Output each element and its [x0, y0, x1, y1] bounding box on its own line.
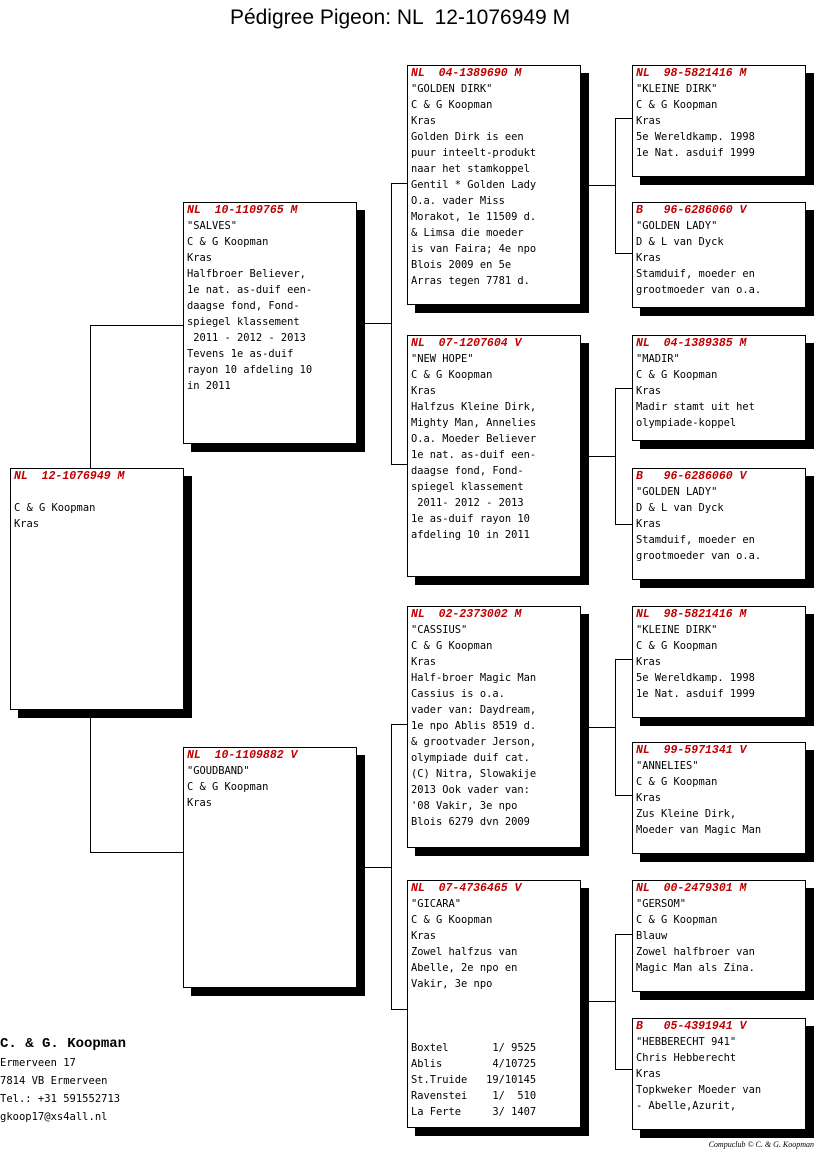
pigeon-detail-line: Chris Hebberecht	[636, 1052, 737, 1064]
pigeon-detail-line: Stamduif, moeder en	[636, 534, 755, 546]
pigeon-detail-line: Kras	[636, 115, 662, 127]
pigeon-detail-line: Zowel halfzus van	[411, 946, 518, 958]
connector-line	[615, 934, 632, 935]
pigeon-card-dsd[interactable]	[632, 742, 806, 854]
connector-line	[581, 456, 616, 457]
pigeon-detail-line: C & G Koopman	[187, 781, 269, 793]
pigeon-detail-line: 2013 Ook vader van:	[411, 784, 530, 796]
pigeon-card-ssd[interactable]	[632, 202, 806, 308]
pigeon-detail-line: Kras	[636, 385, 662, 397]
pigeon-card-sire-dam[interactable]	[407, 335, 581, 577]
pigeon-detail-line: rayon 10 afdeling 10	[187, 364, 313, 376]
pigeon-detail-line: C & G Koopman	[411, 99, 493, 111]
pigeon-detail-line: Kras	[411, 656, 437, 668]
pigeon-detail-line: Ablis 4/10725	[411, 1058, 537, 1070]
pigeon-detail-line: Halfbroer Believer,	[187, 268, 306, 280]
pigeon-detail-line: Blois 2009 en 5e	[411, 259, 512, 271]
pigeon-card-sss[interactable]	[632, 65, 806, 177]
pigeon-details	[187, 218, 353, 394]
pigeon-detail-line: Zus Kleine Dirk,	[636, 808, 737, 820]
connector-line	[615, 934, 616, 1069]
pigeon-detail-line: "CASSIUS"	[411, 624, 468, 636]
breeder-name: C. & G. Koopman	[0, 1036, 127, 1052]
connector-line	[357, 323, 392, 324]
pigeon-detail-line: C & G Koopman	[636, 99, 718, 111]
connector-line	[615, 795, 632, 796]
pigeon-detail-line: O.a. Moeder Believer	[411, 433, 537, 445]
pigeon-detail-line	[411, 1008, 577, 1024]
pigeon-detail-line: 1e nat. as-duif een-	[411, 449, 537, 461]
pigeon-detail-line: Kras	[636, 792, 662, 804]
connector-line	[581, 185, 616, 186]
pigeon-detail-line: Half-broer Magic Man	[411, 672, 537, 684]
pigeon-detail-line: O.a. vader Miss	[411, 195, 505, 207]
ring-number: NL 10-1109882 V	[187, 749, 298, 762]
pigeon-detail-line: Moeder van Magic Man	[636, 824, 762, 836]
connector-line	[391, 1009, 407, 1010]
pigeon-detail-line: 1e npo Ablis 8519 d.	[411, 720, 537, 732]
pigeon-detail-line: spiegel klassement	[411, 481, 524, 493]
pigeon-detail-line: "GICARA"	[411, 898, 462, 910]
pigeon-details	[411, 896, 577, 1120]
connector-line	[581, 1001, 616, 1002]
connector-line	[615, 659, 616, 795]
page-title: Pédigree Pigeon: NL 12-1076949 M	[229, 6, 571, 29]
pigeon-detail-line: St.Truide 19/10145	[411, 1074, 537, 1086]
pigeon-detail-line: C & G Koopman	[411, 914, 493, 926]
pigeon-card-dam-sire[interactable]	[407, 606, 581, 848]
ring-number: B 96-6286060 V	[636, 204, 747, 217]
ring-number: NL 04-1389385 M	[636, 337, 747, 350]
pigeon-detail-line: Kras	[636, 518, 662, 530]
connector-line	[90, 325, 183, 326]
pigeon-detail-line	[14, 484, 180, 500]
connector-line	[581, 727, 616, 728]
breeder-phone: Tel.: +31 591552713	[0, 1093, 121, 1105]
connector-line	[391, 464, 407, 465]
pigeon-detail-line: & grootvader Jerson,	[411, 736, 537, 748]
pigeon-detail-line: grootmoeder van o.a.	[636, 550, 762, 562]
ring-number: NL 00-2479301 M	[636, 882, 747, 895]
pigeon-details	[187, 763, 353, 811]
pigeon-detail-line: C & G Koopman	[187, 236, 269, 248]
breeder-info	[0, 1035, 126, 1126]
pigeon-detail-line: Boxtel 1/ 9525	[411, 1042, 537, 1054]
pigeon-detail-line: is van Faira; 4e npo	[411, 243, 537, 255]
pigeon-detail-line: olympiade-koppel	[636, 417, 737, 429]
pigeon-detail-line: afdeling 10 in 2011	[411, 529, 530, 541]
pigeon-detail-line: "GOLDEN DIRK"	[411, 83, 493, 95]
pigeon-detail-line: C & G Koopman	[14, 502, 96, 514]
connector-line	[391, 183, 392, 464]
pigeon-detail-line: Kras	[636, 656, 662, 668]
pigeon-detail-line: Mighty Man, Annelies	[411, 417, 537, 429]
pigeon-details	[14, 484, 180, 532]
pigeon-detail-line: Halfzus Kleine Dirk,	[411, 401, 537, 413]
pigeon-detail-line: C & G Koopman	[636, 776, 718, 788]
pigeon-detail-line: Tevens 1e as-duif	[187, 348, 294, 360]
pigeon-card-sds[interactable]	[632, 335, 806, 441]
connector-line	[90, 710, 91, 852]
pigeon-detail-line: C & G Koopman	[636, 914, 718, 926]
connector-line	[615, 118, 616, 253]
pigeon-detail-line: Golden Dirk is een	[411, 131, 524, 143]
connector-line	[615, 1069, 632, 1070]
ring-number: NL 98-5821416 M	[636, 608, 747, 621]
connector-line	[391, 724, 407, 725]
pigeon-detail-line: spiegel klassement	[187, 316, 300, 328]
pigeon-detail-line: Vakir, 3e npo	[411, 978, 493, 990]
ring-number: NL 07-4736465 V	[411, 882, 522, 895]
pigeon-detail-line: Madir stamt uit het	[636, 401, 755, 413]
breeder-street: Ermerveen 17	[0, 1057, 76, 1069]
ring-number: NL 98-5821416 M	[636, 67, 747, 80]
pigeon-detail-line: naar het stamkoppel	[411, 163, 530, 175]
pigeon-detail-line: Ravenstei 1/ 510	[411, 1090, 537, 1102]
pigeon-detail-line: La Ferte 3/ 1407	[411, 1106, 537, 1118]
pigeon-detail-line: C & G Koopman	[636, 369, 718, 381]
pigeon-detail-line	[411, 1024, 577, 1040]
connector-line	[615, 524, 632, 525]
breeder-email: gkoop17@xs4all.nl	[0, 1111, 108, 1123]
connector-line	[615, 253, 632, 254]
pigeon-detail-line: Cassius is o.a.	[411, 688, 505, 700]
pigeon-detail-line: Morakot, 1e 11509 d.	[411, 211, 537, 223]
breeder-city: 7814 VB Ermerveen	[0, 1075, 108, 1087]
pigeon-detail-line: "MADIR"	[636, 353, 680, 365]
pigeon-card-sire-sire[interactable]	[407, 65, 581, 305]
pigeon-detail-line: (C) Nitra, Slowakije	[411, 768, 537, 780]
ring-number: B 05-4391941 V	[636, 1020, 747, 1033]
pigeon-detail-line: 5e Wereldkamp. 1998	[636, 672, 755, 684]
pigeon-card-sire[interactable]	[183, 202, 357, 444]
pigeon-detail-line: '08 Vakir, 3e npo	[411, 800, 518, 812]
pigeon-detail-line: Kras	[411, 930, 437, 942]
pigeon-detail-line: olympiade duif cat.	[411, 752, 530, 764]
pigeon-detail-line: 1e Nat. asduif 1999	[636, 147, 755, 159]
pigeon-detail-line: "HEBBERECHT 941"	[636, 1036, 737, 1048]
footer-credit: Compuclub © C. & G. Koopman	[708, 1140, 814, 1149]
connector-line	[357, 867, 392, 868]
connector-line	[90, 852, 183, 853]
pigeon-card-dam-dam[interactable]	[407, 880, 581, 1128]
pigeon-detail-line: Kras	[636, 1068, 662, 1080]
pigeon-card-dam[interactable]	[183, 747, 357, 988]
pigeon-detail-line: daagse fond, Fond-	[411, 465, 524, 477]
pigeon-detail-line: 2011- 2012 - 2013	[411, 497, 524, 509]
pigeon-detail-line: vader van: Daydream,	[411, 704, 537, 716]
pigeon-detail-line: "GOLDEN LADY"	[636, 486, 718, 498]
pigeon-detail-line: "KLEINE DIRK"	[636, 624, 718, 636]
pigeon-detail-line: 5e Wereldkamp. 1998	[636, 131, 755, 143]
pigeon-detail-line: grootmoeder van o.a.	[636, 284, 762, 296]
pigeon-card-subject[interactable]	[10, 468, 184, 710]
pigeon-card-sdd[interactable]	[632, 468, 806, 580]
pigeon-detail-line: 1e nat. as-duif een-	[187, 284, 313, 296]
pigeon-details	[411, 351, 577, 543]
connector-line	[615, 388, 632, 389]
pigeon-detail-line: Magic Man als Zina.	[636, 962, 755, 974]
pigeon-detail-line: Stamduif, moeder en	[636, 268, 755, 280]
pigeon-detail-line: Topkweker Moeder van	[636, 1084, 762, 1096]
pigeon-card-dds[interactable]	[632, 880, 806, 992]
pigeon-details	[411, 622, 577, 830]
pigeon-detail-line: 1e as-duif rayon 10	[411, 513, 530, 525]
ring-number: NL 12-1076949 M	[14, 470, 125, 483]
pigeon-detail-line	[411, 992, 577, 1008]
pigeon-detail-line: "GERSOM"	[636, 898, 687, 910]
pigeon-detail-line: Kras	[187, 797, 213, 809]
pigeon-detail-line: Kras	[411, 115, 437, 127]
pigeon-detail-line: 1e Nat. asduif 1999	[636, 688, 755, 700]
pigeon-detail-line: & Limsa die moeder	[411, 227, 524, 239]
pigeon-detail-line: Blauw	[636, 930, 668, 942]
connector-line	[615, 118, 632, 119]
pigeon-details	[636, 622, 802, 702]
pigeon-detail-line: "GOUDBAND"	[187, 765, 250, 777]
pigeon-detail-line: "GOLDEN LADY"	[636, 220, 718, 232]
pigeon-card-ddd[interactable]	[632, 1018, 806, 1130]
ring-number: NL 04-1389690 M	[411, 67, 522, 80]
pigeon-detail-line: "KLEINE DIRK"	[636, 83, 718, 95]
connector-line	[391, 724, 392, 1009]
connector-line	[391, 183, 407, 184]
pigeon-detail-line: "NEW HOPE"	[411, 353, 474, 365]
pigeon-detail-line: Zowel halfbroer van	[636, 946, 755, 958]
pigeon-details	[636, 218, 802, 298]
pigeon-details	[636, 484, 802, 564]
pigeon-detail-line: Gentil * Golden Lady	[411, 179, 537, 191]
pigeon-details	[636, 758, 802, 838]
pigeon-detail-line: C & G Koopman	[411, 369, 493, 381]
pigeon-detail-line: "ANNELIES"	[636, 760, 699, 772]
pigeon-detail-line: C & G Koopman	[411, 640, 493, 652]
pigeon-detail-line: Abelle, 2e npo en	[411, 962, 518, 974]
ring-number: NL 07-1207604 V	[411, 337, 522, 350]
ring-number: B 96-6286060 V	[636, 470, 747, 483]
ring-number: NL 10-1109765 M	[187, 204, 298, 217]
pigeon-details	[636, 351, 802, 431]
pigeon-detail-line: daagse fond, Fond-	[187, 300, 300, 312]
pigeon-card-dss[interactable]	[632, 606, 806, 718]
pigeon-detail-line: D & L van Dyck	[636, 236, 724, 248]
pigeon-detail-line: Kras	[636, 252, 662, 264]
pigeon-detail-line: - Abelle,Azurit,	[636, 1100, 737, 1112]
pigeon-detail-line: D & L van Dyck	[636, 502, 724, 514]
pigeon-detail-line: Kras	[14, 518, 40, 530]
pigeon-detail-line: Kras	[411, 385, 437, 397]
pigeon-detail-line: in 2011	[187, 380, 231, 392]
pigeon-details	[411, 81, 577, 289]
pigeon-details	[636, 81, 802, 161]
pigeon-detail-line: Kras	[187, 252, 213, 264]
pigeon-detail-line: Blois 6279 dvn 2009	[411, 816, 530, 828]
pigeon-detail-line: 2011 - 2012 - 2013	[187, 332, 306, 344]
pigeon-detail-line: puur inteelt-produkt	[411, 147, 537, 159]
pigeon-detail-line: Arras tegen 7781 d.	[411, 275, 530, 287]
pigeon-details	[636, 1034, 802, 1114]
connector-line	[90, 325, 91, 468]
pigeon-detail-line: "SALVES"	[187, 220, 238, 232]
ring-number: NL 02-2373002 M	[411, 608, 522, 621]
pigeon-details	[636, 896, 802, 976]
pigeon-detail-line: C & G Koopman	[636, 640, 718, 652]
connector-line	[615, 659, 632, 660]
ring-number: NL 99-5971341 V	[636, 744, 747, 757]
connector-line	[615, 388, 616, 524]
